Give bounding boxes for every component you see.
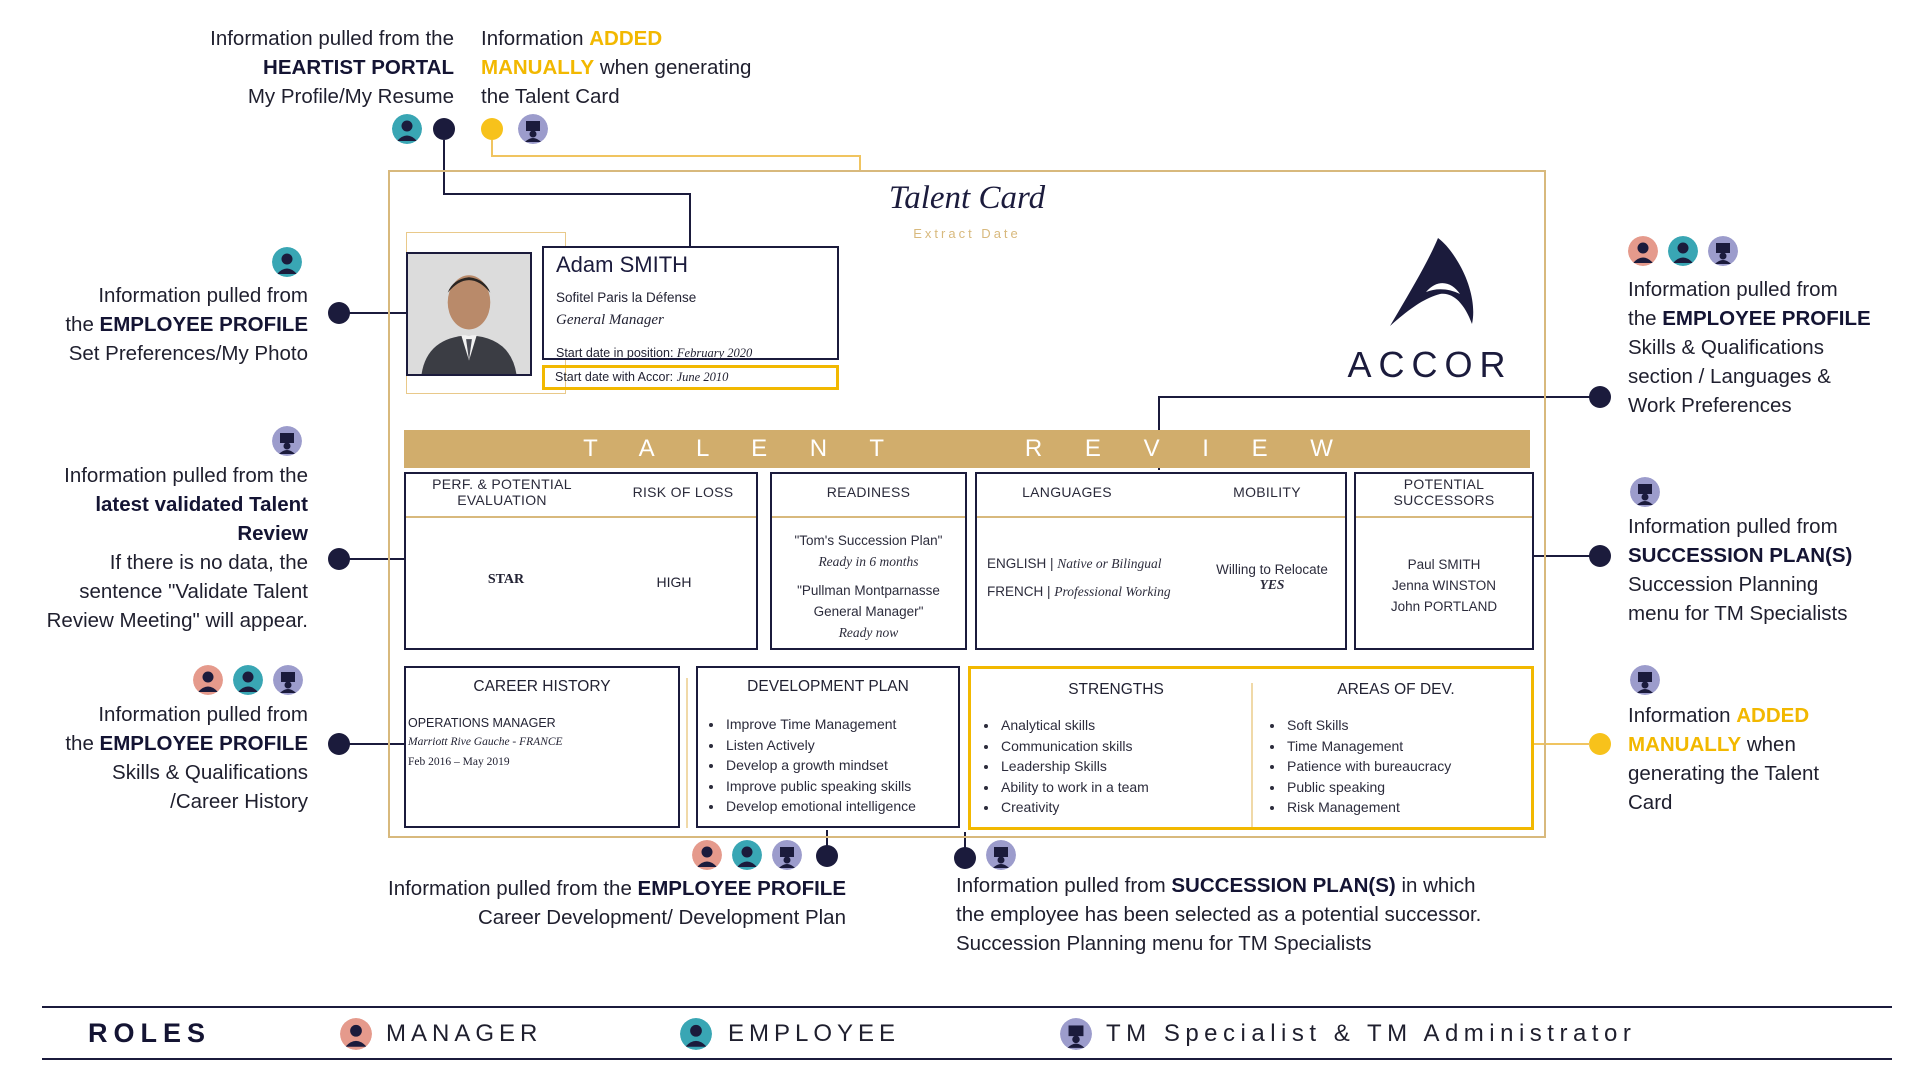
- development-plan-box: [696, 666, 960, 828]
- tm-specialist-icon: [1630, 665, 1660, 695]
- successors-list: Paul SMITH Jenna WINSTON John PORTLAND: [1390, 557, 1498, 614]
- languages-mobility-box: [975, 472, 1347, 650]
- successors-box: [1354, 472, 1534, 650]
- employee-name: Adam SMITH: [556, 252, 689, 277]
- annotation-added-manually-top: Information ADDED MANUALLY when generating the Talent Card: [481, 27, 752, 108]
- risk-header: RISK OF LOSS: [632, 484, 734, 500]
- connector-dot: [433, 118, 455, 140]
- talent-review-band: [404, 430, 1530, 468]
- strengths-areas-box: [968, 666, 1534, 830]
- annotation-skills-languages: Information pulled from the EMPLOYEE PROFILE Skills & Qualifications section / Languages & Work Preferences: [1628, 278, 1871, 417]
- connector-dot: [1589, 545, 1611, 567]
- readiness-box: [770, 472, 967, 650]
- mobility-value: Willing to Relocate YES: [1216, 562, 1328, 592]
- divider: [406, 516, 756, 518]
- tm-specialist-icon: [518, 114, 548, 144]
- areas-header: AREAS OF DEV.: [1337, 681, 1455, 698]
- perf-header: PERF. & POTENTIAL EVALUATION: [432, 476, 572, 508]
- career-history-box: [404, 666, 680, 828]
- career-role: OPERATIONS MANAGER: [408, 716, 556, 730]
- employee-photo: [406, 252, 532, 376]
- divider: [1356, 516, 1532, 518]
- devplan-list: • Improve Time Management • Listen Actively • Develop a growth mindset • Improve public speaking skills • Develop emotional intelligence: [706, 714, 916, 817]
- annotation-heartist: Information pulled from the HEARTIST PORTAL My Profile/My Resume: [210, 27, 454, 108]
- risk-value: HIGH: [656, 574, 692, 590]
- manager-icon: [193, 665, 223, 695]
- role-tm-specialist: TM Specialist & TM Administrator: [1106, 1020, 1637, 1047]
- start-date-accor: Start date with Accor: June 2010: [555, 370, 729, 384]
- divider: [1251, 683, 1253, 827]
- accor-logo-text: ACCOR: [1347, 344, 1513, 385]
- employee-icon: [732, 840, 762, 870]
- role-employee: EMPLOYEE: [728, 1020, 901, 1047]
- annotation-employee-photo: Information pulled from the EMPLOYEE PROFILE Set Preferences/My Photo: [65, 284, 308, 365]
- devplan-header: DEVELOPMENT PLAN: [747, 678, 909, 695]
- connector-line-gold: [859, 155, 861, 171]
- tm-specialist-icon: [986, 840, 1016, 870]
- divider: [977, 516, 1345, 518]
- accor-logo-icon: [1380, 232, 1510, 332]
- divider: [686, 678, 688, 828]
- legend-bottom-rule: [42, 1058, 1892, 1060]
- connector-line-gold: [491, 155, 861, 157]
- role-manager: MANAGER: [386, 1020, 543, 1047]
- tm-specialist-icon: [1630, 477, 1660, 507]
- annotation-career-history: Information pulled from the EMPLOYEE PROFILE Skills & Qualifications /Career History: [65, 703, 308, 813]
- employee-icon: [272, 247, 302, 277]
- annotation-succession-plans: Information pulled from SUCCESSION PLAN(S) Succession Planning menu for TM Specialists: [1628, 515, 1853, 625]
- roles-label: ROLES: [88, 1018, 212, 1048]
- talent-card: [388, 170, 1546, 838]
- job-position: General Manager: [556, 312, 664, 328]
- extract-date: Extract Date: [913, 226, 1021, 241]
- connector-dot: [816, 845, 838, 867]
- areas-list: • Soft Skills • Time Management • Patience with bureaucracy • Public speaking • Risk Management: [1267, 715, 1451, 818]
- connector-dot-yellow: [481, 118, 503, 140]
- annotation-development-plan: Information pulled from the EMPLOYEE PROFILE Career Development/ Development Plan: [388, 877, 846, 929]
- career-dates: Feb 2016 – May 2019: [408, 756, 510, 768]
- perf-potential-box: [404, 472, 758, 650]
- card-title: Talent Card: [888, 180, 1046, 216]
- tm-specialist-icon: [1060, 1018, 1092, 1050]
- start-date-accor-box: [542, 365, 839, 390]
- hotel-name: Sofitel Paris la Défense: [556, 290, 697, 305]
- connector-dot: [1589, 386, 1611, 408]
- tm-specialist-icon: [273, 665, 303, 695]
- identity-box: [542, 246, 839, 360]
- manager-icon: [340, 1018, 372, 1050]
- strengths-header: STRENGTHS: [1068, 681, 1164, 698]
- readiness-header: READINESS: [826, 484, 911, 500]
- languages-header: LANGUAGES: [1022, 484, 1112, 500]
- tm-specialist-icon: [1708, 236, 1738, 266]
- strengths-list: • Analytical skills • Communication skills • Leadership Skills • Ability to work in a team • Creativity: [981, 715, 1149, 818]
- mobility-header: MOBILITY: [1233, 484, 1301, 500]
- employee-icon: [392, 114, 422, 144]
- employee-icon: [233, 665, 263, 695]
- readiness-list: "Tom's Succession Plan" Ready in 6 months "Pullman Montparnasse General Manager" Ready now: [794, 533, 943, 640]
- language-english: ENGLISH | Native or Bilingual: [987, 556, 1162, 571]
- manager-icon: [692, 840, 722, 870]
- connector-dot: [954, 847, 976, 869]
- employee-icon: [1668, 236, 1698, 266]
- connector-dot-yellow: [1589, 733, 1611, 755]
- tm-specialist-icon: [772, 840, 802, 870]
- start-date-position: Start date in position: February 2020: [556, 346, 753, 360]
- career-company: Marriott Rive Gauche - FRANCE: [408, 736, 563, 748]
- annotation-succession-selected: Information pulled from SUCCESSION PLAN(S) in which the employee has been selected as a potential successor. Succession Planning menu for TM Specialists: [956, 874, 1482, 955]
- successors-header: POTENTIAL SUCCESSORS: [1393, 476, 1495, 508]
- career-header: CAREER HISTORY: [473, 678, 611, 695]
- divider: [772, 516, 965, 518]
- manager-icon: [1628, 236, 1658, 266]
- connector-line-gold: [491, 140, 493, 156]
- legend-top-rule: [42, 1006, 1892, 1008]
- perf-value: STAR: [487, 572, 525, 587]
- annotation-added-manually-right: Information ADDED MANUALLY when generating the Talent Card: [1628, 704, 1820, 814]
- language-french: FRENCH | Professional Working: [987, 584, 1171, 599]
- talent-review-title: T A L E N T R E V I E W: [583, 435, 1351, 462]
- employee-icon: [680, 1018, 712, 1050]
- tm-specialist-icon: [272, 426, 302, 456]
- annotation-talent-review: Information pulled from the latest validated Talent Review If there is no data, the sentence "Validate Talent Review Meeting" will appear.: [46, 464, 308, 632]
